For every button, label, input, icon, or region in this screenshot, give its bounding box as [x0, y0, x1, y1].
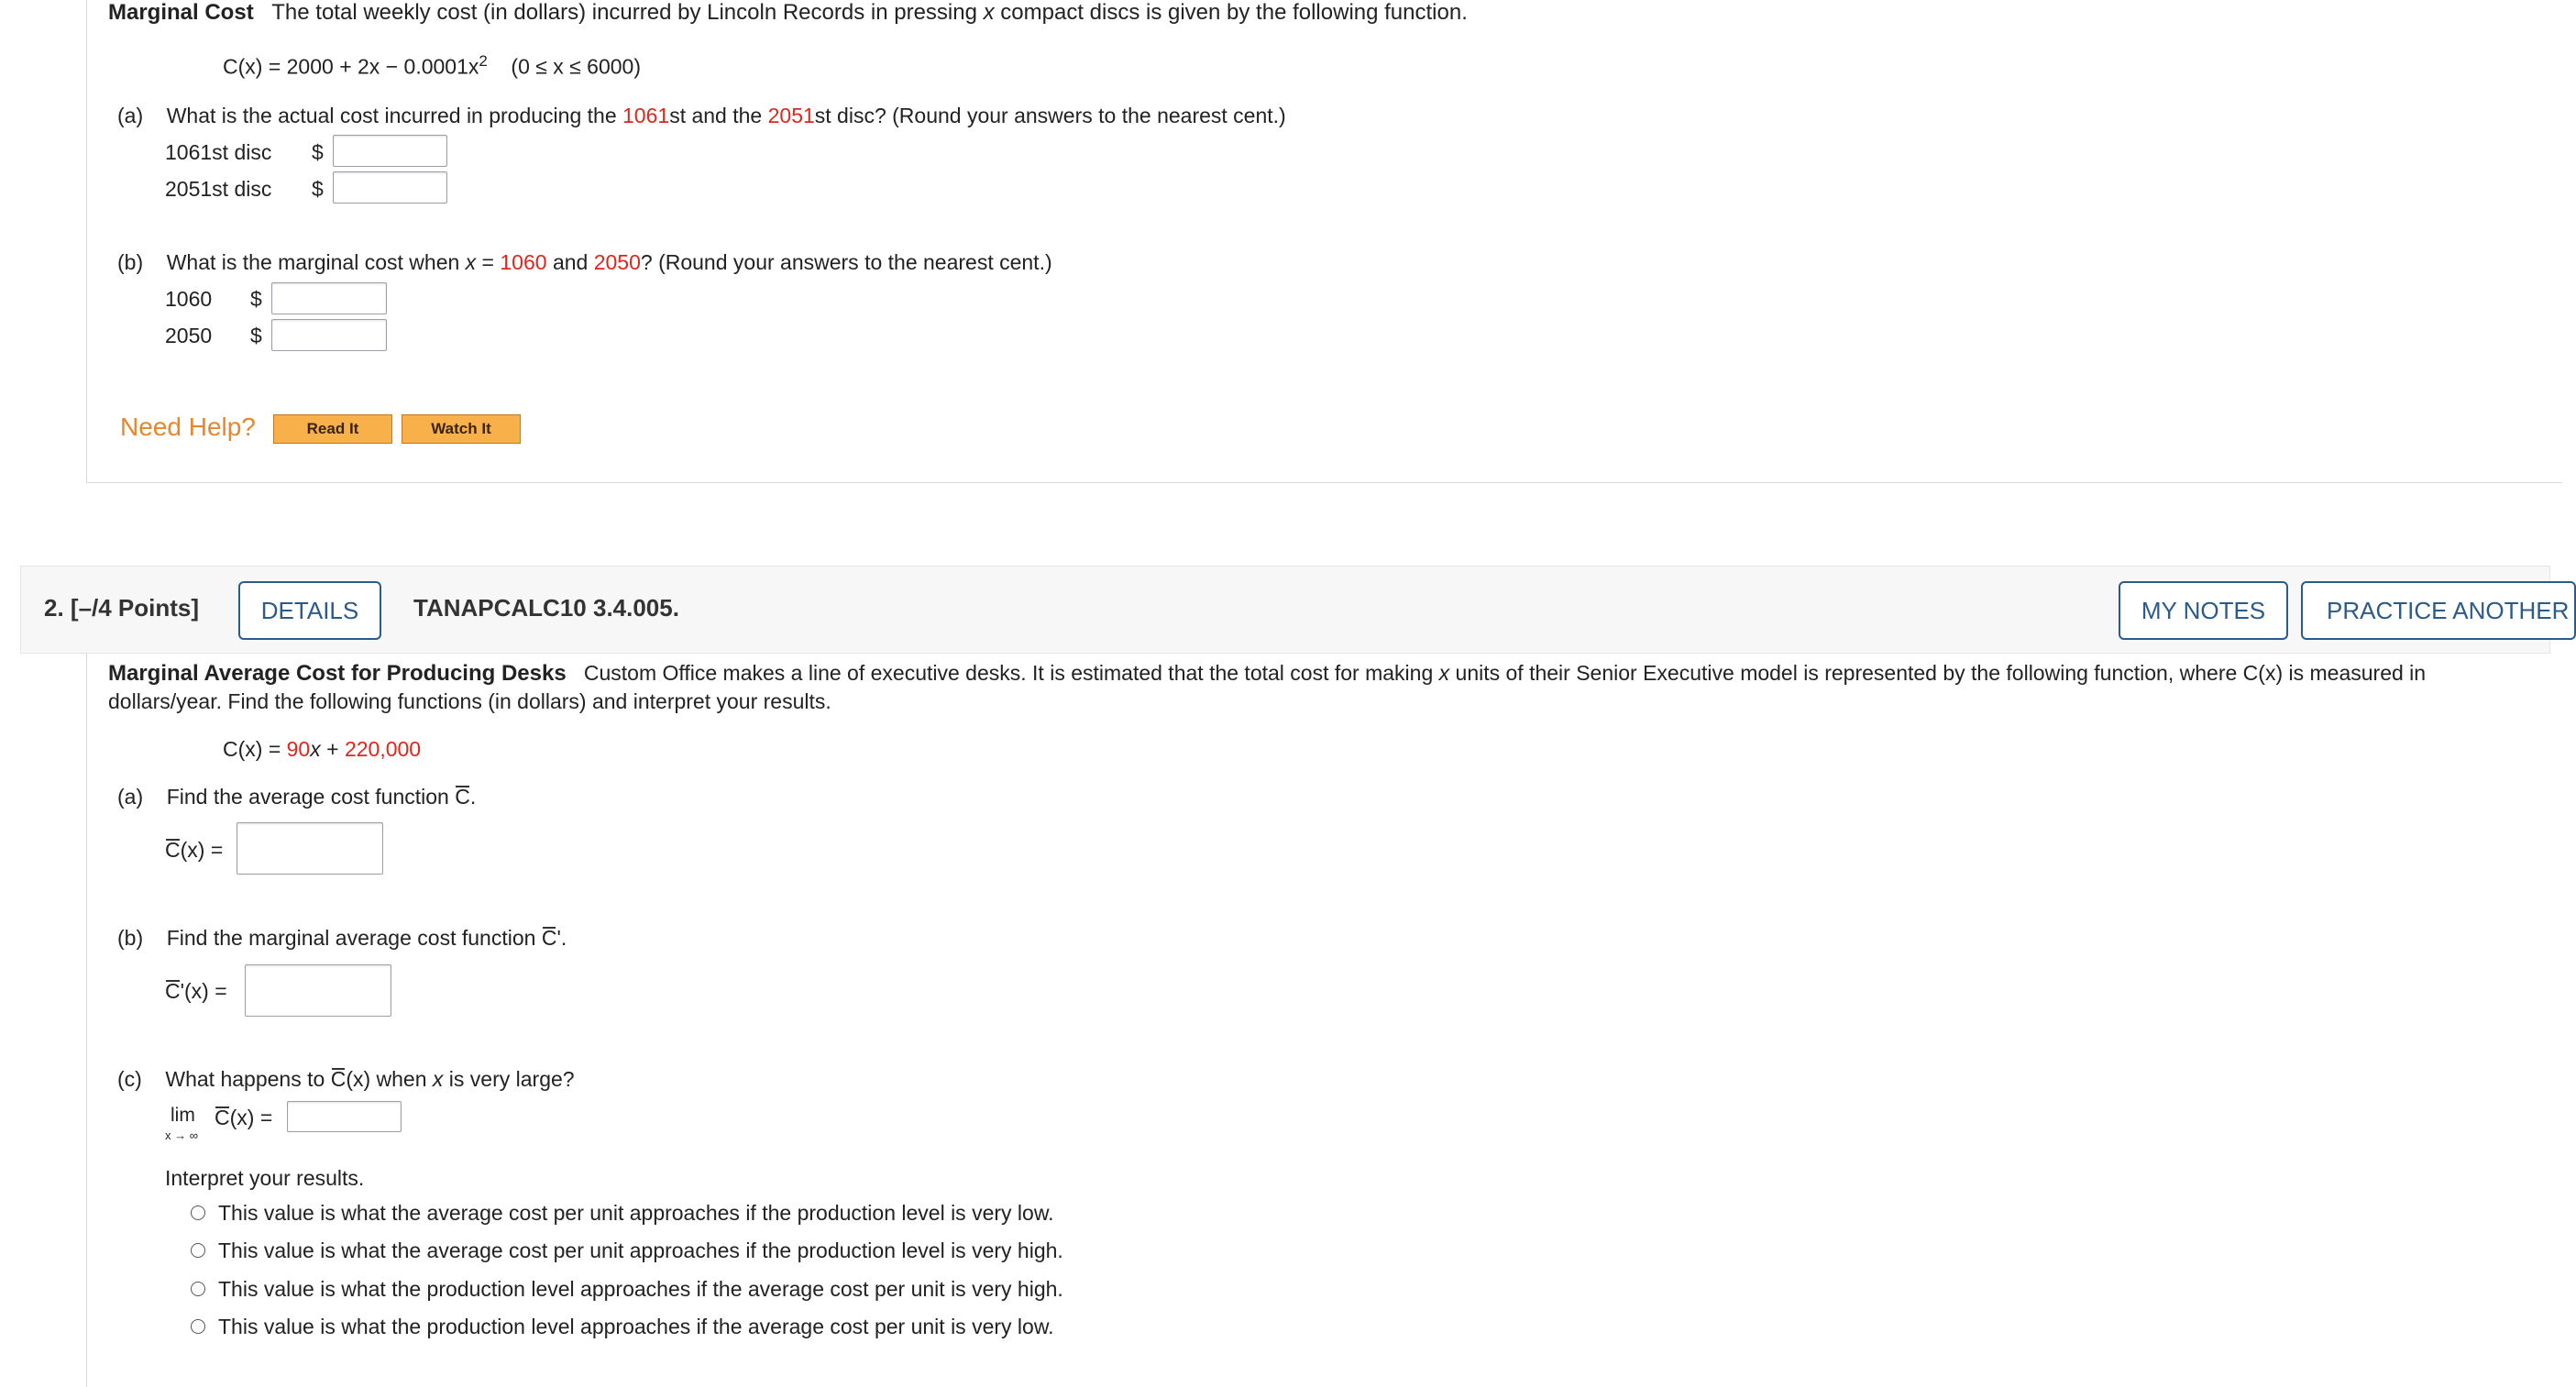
- q1-b-1060-input[interactable]: [271, 282, 387, 314]
- q2-points: 2. [–/4 Points]: [44, 594, 200, 622]
- q1-b-row2-currency: $: [250, 324, 262, 347]
- q1-part-a-prompt: (a) What is the actual cost incurred in producing the 1061st and the 2051st disc? (Round your answers to the nearest cent.): [117, 104, 1286, 127]
- radio-option-label[interactable]: This value is what the production level approaches if the average cost per unit is very low.: [218, 1315, 1054, 1338]
- radio-option-label[interactable]: This value is what the production level approaches if the average cost per unit is very high.: [218, 1277, 1063, 1301]
- need-help-label: Need Help?: [120, 413, 256, 441]
- q2-part-a-prompt: (a) Find the average cost function C.: [117, 785, 477, 809]
- q2-title: Marginal Average Cost for Producing Desks: [108, 661, 567, 686]
- q2-c-lhs: C(x) =: [215, 1106, 273, 1129]
- practice-another-button[interactable]: PRACTICE ANOTHER: [2301, 581, 2576, 640]
- q2-intro-line2: dollars/year. Find the following functions (in dollars) and interpret your results.: [108, 689, 831, 713]
- q1-b-2050-input[interactable]: [271, 319, 387, 351]
- details-button[interactable]: DETAILS: [238, 581, 381, 640]
- q1-part-b-prompt: (b) What is the marginal cost when x = 1060 and 2050? (Round your answers to the nearest cent.): [117, 250, 1052, 274]
- radio-option-4[interactable]: [191, 1319, 205, 1334]
- q1-a-row2-label: 2051st disc: [165, 177, 272, 201]
- q1-a-row1-currency: $: [312, 140, 324, 164]
- radio-option-2[interactable]: [191, 1243, 205, 1258]
- q2-intro-line1: Marginal Average Cost for Producing Desks Custom Office makes a line of executive desks. It is estimated that the total cost for making x units of their Senior Executive model is represented by the following function, where C(x) is measured in: [108, 661, 2427, 686]
- q2-limit-input[interactable]: [287, 1101, 402, 1132]
- q2-function: C(x) = 90x + 220,000: [223, 737, 422, 761]
- q1-a-2051-input[interactable]: [333, 171, 447, 204]
- q2-part-c-prompt: (c) What happens to C(x) when x is very large?: [117, 1067, 575, 1091]
- q1-a-row2-currency: $: [312, 177, 324, 201]
- q1-a-row1-label: 1061st disc: [165, 140, 272, 164]
- watch-it-button[interactable]: Watch It: [402, 414, 521, 444]
- q2-b-lhs: C'(x) =: [165, 979, 227, 1003]
- limit-subscript: x → ∞: [165, 1128, 198, 1142]
- q1-a-1061-input[interactable]: [333, 135, 447, 167]
- limit-operator: lim: [171, 1105, 195, 1126]
- radio-option-1[interactable]: [191, 1205, 205, 1220]
- my-notes-button[interactable]: MY NOTES: [2119, 581, 2288, 640]
- q2-part-b-prompt: (b) Find the marginal average cost function C'.: [117, 926, 567, 950]
- radio-option-label[interactable]: This value is what the average cost per unit approaches if the production level is very low.: [218, 1201, 1054, 1225]
- q1-intro: Marginal Cost The total weekly cost (in dollars) incurred by Lincoln Records in pressing x compact discs is given by the following function.: [108, 0, 1468, 25]
- q1-title: Marginal Cost: [108, 0, 254, 25]
- q1-b-row2-label: 2050: [165, 324, 213, 347]
- radio-option-label[interactable]: This value is what the average cost per unit approaches if the production level is very high.: [218, 1238, 1063, 1262]
- q2-marginal-average-cost-input[interactable]: [245, 964, 391, 1017]
- radio-option-3[interactable]: [191, 1282, 205, 1296]
- q2-problem-code: TANAPCALC10 3.4.005.: [413, 594, 679, 622]
- q1-function: $C(x) = 2000 + 2x - 0.0001x^2$ (0 ≤ x ≤ 6000): [223, 52, 641, 79]
- q2-a-lhs: C(x) =: [165, 838, 224, 862]
- q2-average-cost-input[interactable]: [237, 822, 383, 875]
- interpret-label: Interpret your results.: [165, 1166, 365, 1190]
- read-it-button[interactable]: Read It: [273, 414, 392, 444]
- q1-b-row1-currency: $: [250, 287, 262, 311]
- question-2-header: [20, 566, 2570, 654]
- q1-b-row1-label: 1060: [165, 287, 213, 311]
